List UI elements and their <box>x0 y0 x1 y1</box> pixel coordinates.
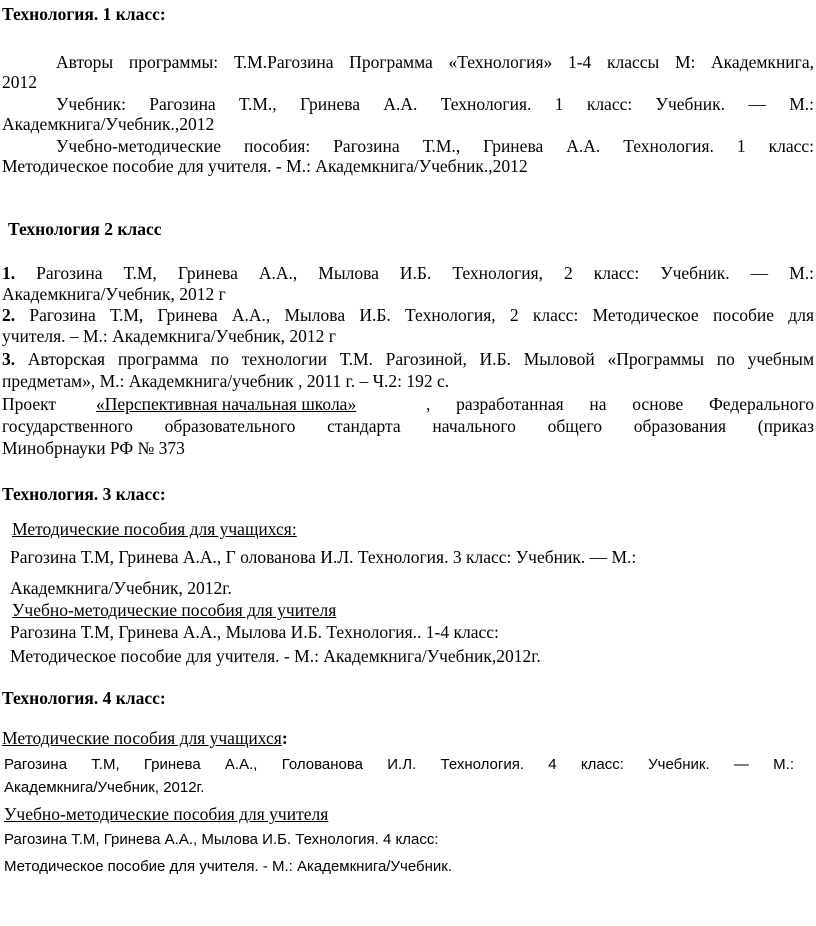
grade2-item2-line1 <box>2 305 814 325</box>
grade1-authors-line1: Авторы программы: Т.М.Рагозина Программа «Технология» 1-4 классы М: Академкнига, <box>56 52 814 72</box>
grade2-project-line3: Минобрнауки РФ № 373 <box>2 438 185 458</box>
grade4-students-title: Методические пособия для учащихся <box>2 728 282 748</box>
grade2-item2-line2: учителя. – М.: Академкнига/Учебник, 2012 г <box>2 326 336 346</box>
grade2-item3-line2: предметам», М.: Академкнига/учебник , 2011 г. – Ч.2: 192 с. <box>2 371 450 391</box>
grade2-item3-line1 <box>2 349 814 369</box>
grade2-item1-line1 <box>2 263 814 283</box>
grade2-item3-text: Авторская программа по технологии Т.М. Рагозиной, И.Б. Мыловой «Программы по учебным <box>27 349 814 369</box>
grade3-teacher-line2: Методическое пособие для учителя. - М.: Академкнига/Учебник,2012г. <box>10 646 541 666</box>
grade2-item2-text: Рагозина Т.М, Гринева А.А., Мылова И.Б. Технология, 2 класс: Методическое пособие для <box>29 305 814 325</box>
grade2-heading: Технология 2 класс <box>8 219 162 239</box>
grade4-students-colon: : <box>281 728 288 748</box>
grade2-item1-line2: Академкнига/Учебник, 2012 г <box>2 284 226 304</box>
grade2-project-line2: государственного образовательного стандарта начального общего образования (приказ <box>2 416 814 436</box>
grade2-item3-number: 3. <box>2 349 16 369</box>
grade4-students-title-row <box>2 728 288 748</box>
perspective-school-link[interactable]: «Перспективная начальная школа» <box>96 394 357 414</box>
grade4-students-line2: Академкнига/Учебник, 2012г. <box>4 779 205 796</box>
grade1-textbook-line1: Учебник: Рагозина Т.М., Гринева А.А. Технология. 1 класс: Учебник. — М.: <box>56 94 814 114</box>
grade1-methodical-line1: Учебно-методические пособия: Рагозина Т.М., Гринева А.А. Технология. 1 класс: <box>56 136 814 156</box>
grade4-teacher-line2: Методическое пособие для учителя. - М.: Академкнига/Учебник. <box>4 858 452 875</box>
grade3-teacher-title: Учебно-методические пособия для учителя <box>12 600 337 620</box>
grade3-teacher-line1: Рагозина Т.М, Гринева А.А., Мылова И.Б. Технология.. 1-4 класс: <box>10 622 499 642</box>
grade1-methodical-line2: Методическое пособие для учителя. - М.: Академкнига/Учебник.,2012 <box>2 156 528 176</box>
grade2-project-rest: , разработанная на основе Федерального <box>426 394 814 414</box>
grade4-heading: Технология. 4 класс: <box>2 688 166 708</box>
grade1-authors-line2: 2012 <box>2 72 37 92</box>
grade1-textbook-line2: Академкнига/Учебник.,2012 <box>2 114 215 134</box>
grade3-students-line2: Академкнига/Учебник, 2012г. <box>10 578 232 598</box>
grade2-project-word: Проект <box>2 394 57 414</box>
grade4-students-line1: Рагозина Т.М, Гринева А.А., Голованова И.Л. Технология. 4 класс: Учебник. — М.: <box>4 756 794 773</box>
grade2-item1-number: 1. <box>2 263 16 283</box>
grade2-item1-text: Рагозина Т.М, Гринева А.А., Мылова И.Б. Технология, 2 класс: Учебник. — М.: <box>36 263 814 283</box>
grade3-students-line1: Рагозина Т.М, Гринева А.А., Г олованова И.Л. Технология. 3 класс: Учебник. — М.: <box>10 547 637 567</box>
grade3-students-title: Методические пособия для учащихся: <box>12 519 297 539</box>
grade4-teacher-title: Учебно-методические пособия для учителя <box>4 804 329 824</box>
grade4-teacher-line1: Рагозина Т.М, Гринева А.А., Мылова И.Б. Технология. 4 класс: <box>4 831 439 848</box>
grade2-item2-number: 2. <box>2 305 16 325</box>
grade3-heading: Технология. 3 класс: <box>2 484 166 504</box>
grade1-heading: Технология. 1 класс: <box>2 4 166 24</box>
